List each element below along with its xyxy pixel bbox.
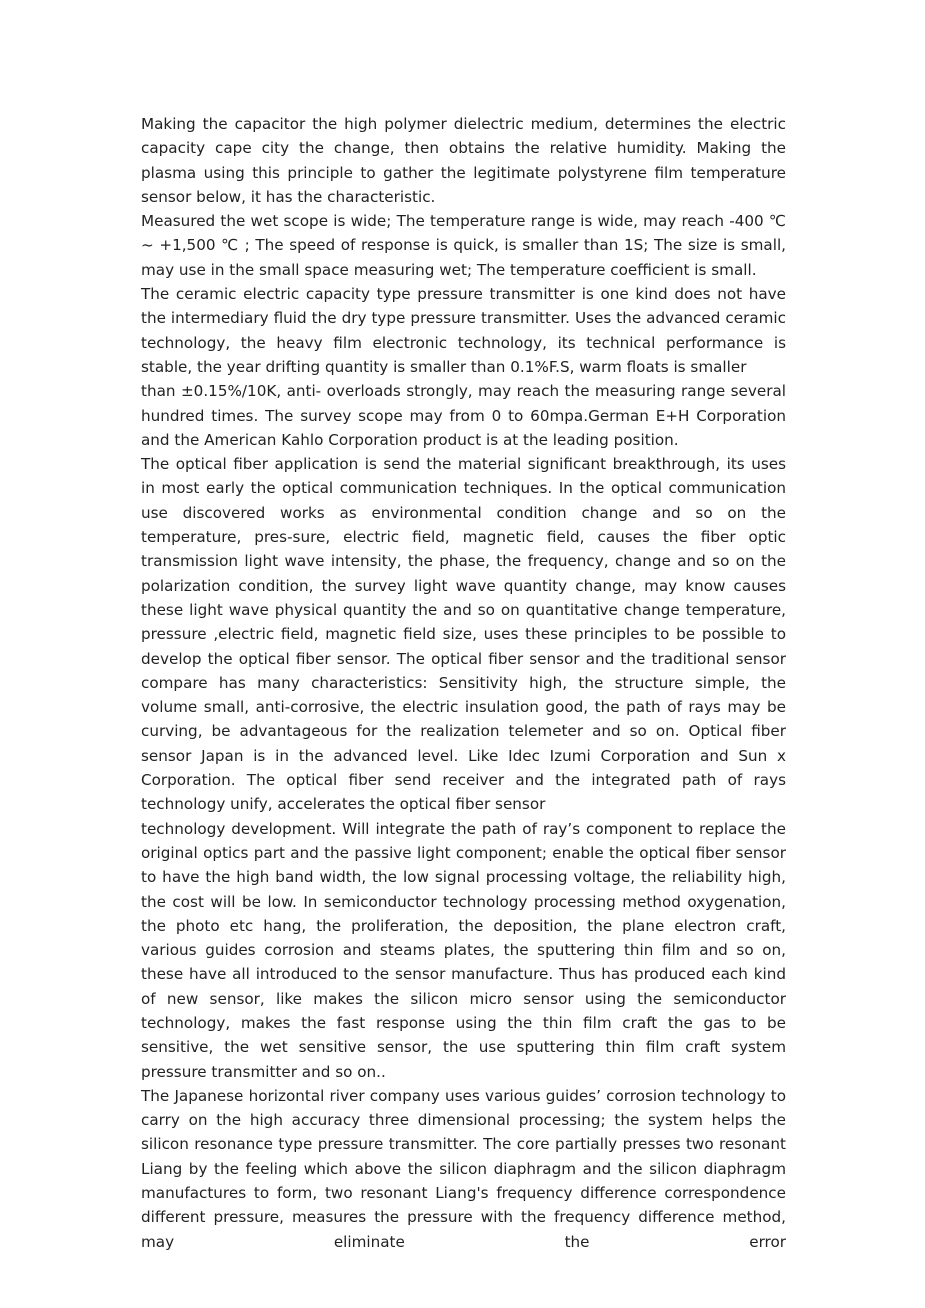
paragraph-humidity-characteristics: Measured the wet scope is wide; The temperature range is wide, may reach -400 ℃ ~ +1,500 ℃ ; The speed of response is quick, is smaller than 1S; The size is small, may use in the small space measuring wet; The temperature coefficient is small. <box>141 212 786 279</box>
paragraph-ceramic-pressure-transmitter: The ceramic electric capacity type pressure transmitter is one kind does not have the intermediary fluid the dry type pressure transmitter. Uses the advanced ceramic technology, the heavy film electronic technology, its technical performance is stable, the year drifting quantity is smaller than 0.1%F.S, warm floats is smaller <box>141 285 786 376</box>
paragraph-ceramic-pressure-continued: than ±0.15%/10K, anti- overloads strongly, may reach the measuring range several hundred times. The survey scope may from 0 to 60mpa.German E+H Corporation and the American Kahlo Corporation product is at the leading position. <box>141 382 786 449</box>
paragraph-optical-fiber-sensor: The optical fiber application is send the material significant breakthrough, its uses in most early the optical communication techniques. In the optical communication use discovered works as environmental condition change and so on the temperature, pres-sure, electric field, magnetic field, causes the fiber optic transmission light wave intensity, the phase, the frequency, change and so on the polarization condition, the survey light wave quantity change, may know causes these light wave physical quantity the and so on quantitative change temperature, pressure ,electric field, magnetic field size, uses these principles to be possible to develop the optical fiber sensor. The optical fiber sensor and the traditional sensor compare has many characteristics: Sensitivity high, the structure simple, the volume small, anti-corrosive, the electric insulation good, the path of rays may be curving, be advantageous for the realization telemeter and so on. Optical fiber sensor Japan is in the advanced level. Like Idec Izumi Corporation and Sun x Corporation. The optical fiber send receiver and the integrated path of rays technology unify, accelerates the optical fiber sensor <box>141 455 786 814</box>
document-page <box>141 112 786 1254</box>
paragraph-silicon-resonance-transmitter: The Japanese horizontal river company uses various guides’ corrosion technology to carry on the high accuracy three dimensional processing; the system helps the silicon resonance type pressure transmitter. The core partially presses two resonant Liang by the feeling which above the silicon diaphragm and the silicon diaphragm manufactures to form, two resonant Liang's frequency difference correspondence different pressure, measures the pressure with the frequency difference method, may eliminate the error <box>141 1086 786 1251</box>
paragraph-semiconductor-technology: technology development. Will integrate the path of ray’s component to replace the original optics part and the passive light component; enable the optical fiber sensor to have the high band width, the low signal processing voltage, the reliability high, the cost will be low. In semiconductor technology processing method oxygenation, the photo etc hang, the proliferation, the deposition, the plane electron craft, various guides corrosion and steams plates, the sputtering thin film and so on, these have all introduced to the sensor manufacture. Thus has produced each kind of new sensor, like makes the silicon micro sensor using the semiconductor technology, makes the fast response using the thin film craft the gas to be sensitive, the wet sensitive sensor, the use sputtering thin film craft system pressure transmitter and so on.. <box>141 819 786 1081</box>
paragraph-humidity-capacitor: Making the capacitor the high polymer dielectric medium, determines the electric capacity cape city the change, then obtains the relative humidity. Making the plasma using this principle to gather the legitimate polystyrene film temperature sensor below, it has the characteristic. <box>141 115 786 206</box>
